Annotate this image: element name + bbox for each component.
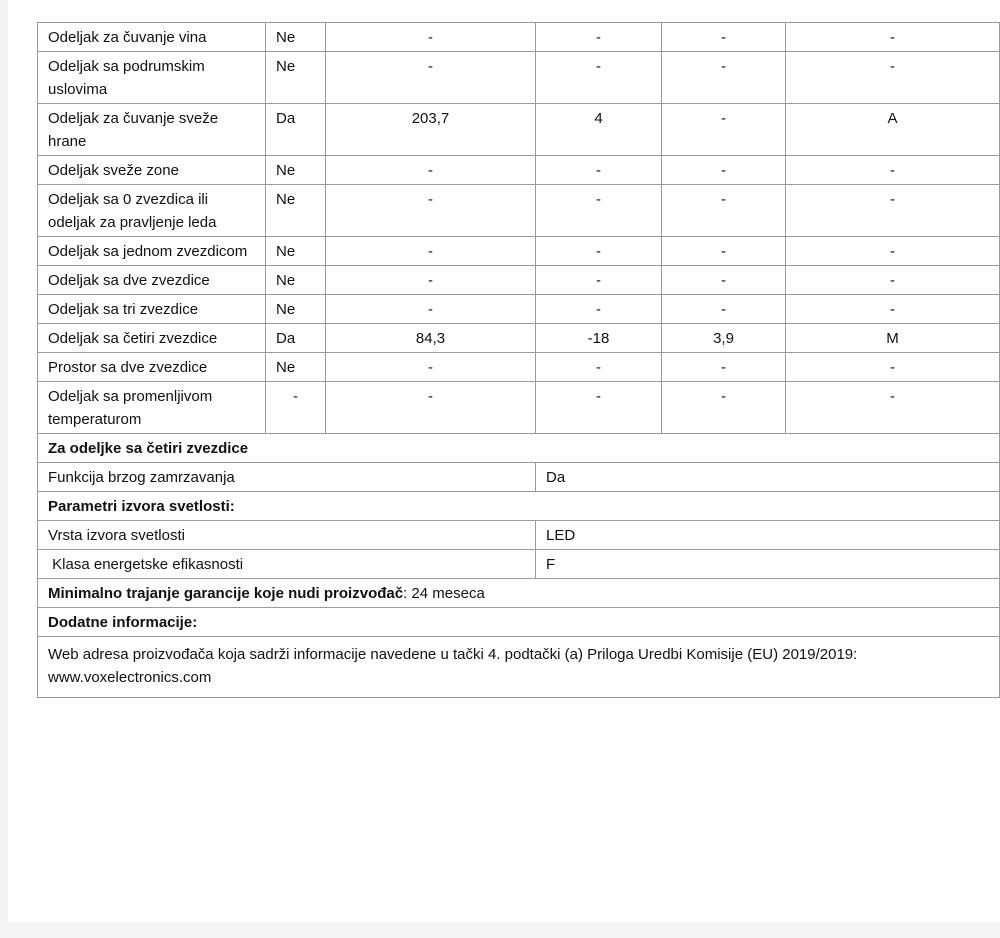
compartment-name: Odeljak sa podrumskim uslovima: [38, 52, 266, 104]
compartment-class: -: [786, 353, 1000, 382]
compartment-class: M: [786, 324, 1000, 353]
compartment-volume: -: [326, 295, 536, 324]
table-row: [38, 104, 1000, 156]
compartment-energy: -: [662, 23, 786, 52]
four-star-heading: Za odeljke sa četiri zvezdice: [38, 434, 1000, 463]
compartment-energy: 3,9: [662, 324, 786, 353]
compartment-present: Ne: [266, 52, 326, 104]
table-row: [38, 382, 1000, 434]
table-row: [38, 324, 1000, 353]
table-row: [38, 637, 1000, 698]
table-row: [38, 266, 1000, 295]
compartment-energy: -: [662, 382, 786, 434]
compartment-name: Odeljak sa tri zvezdice: [38, 295, 266, 324]
light-source-heading: Parametri izvora svetlosti:: [38, 492, 1000, 521]
table-row: [38, 185, 1000, 237]
compartment-volume: 203,7: [326, 104, 536, 156]
compartment-name: Odeljak za čuvanje vina: [38, 23, 266, 52]
additional-info-text: Web adresa proizvođača koja sadrži informacije navedene u tački 4. podtački (a) Priloga Uredbi Komisije (EU) 2019/2019: www.voxelectronics.com: [38, 637, 1000, 698]
additional-info-heading: Dodatne informacije:: [38, 608, 1000, 637]
compartment-name: Odeljak sveže zone: [38, 156, 266, 185]
compartment-energy: -: [662, 52, 786, 104]
compartment-temperature: -: [536, 237, 662, 266]
compartment-present: Da: [266, 104, 326, 156]
warranty-cell: [38, 579, 1000, 608]
summary-rows: [38, 434, 1000, 698]
compartment-temperature: 4: [536, 104, 662, 156]
compartment-present: Da: [266, 324, 326, 353]
compartment-present: Ne: [266, 185, 326, 237]
compartment-class: -: [786, 382, 1000, 434]
table-row: [38, 608, 1000, 637]
table-row: [38, 521, 1000, 550]
compartment-temperature: -: [536, 23, 662, 52]
table-row: [38, 463, 1000, 492]
compartment-name: Prostor sa dve zvezdice: [38, 353, 266, 382]
compartment-class: -: [786, 52, 1000, 104]
page-margin: [0, 0, 8, 938]
compartment-energy: -: [662, 185, 786, 237]
warranty-label: Minimalno trajanje garancije koje nudi proizvođač: [48, 585, 404, 602]
compartment-class: -: [786, 185, 1000, 237]
table-row: [38, 156, 1000, 185]
fast-freeze-value: Da: [536, 463, 1000, 492]
light-type-value: LED: [536, 521, 1000, 550]
compartment-present: Ne: [266, 23, 326, 52]
compartment-name: Odeljak sa dve zvezdice: [38, 266, 266, 295]
table-row: [38, 295, 1000, 324]
compartment-class: -: [786, 295, 1000, 324]
table-row: [38, 237, 1000, 266]
compartment-temperature: -: [536, 266, 662, 295]
compartment-temperature: -: [536, 185, 662, 237]
light-class-value: F: [536, 550, 1000, 579]
table-row: [38, 52, 1000, 104]
compartment-energy: -: [662, 104, 786, 156]
compartment-volume: -: [326, 353, 536, 382]
page-bottom-margin: [0, 922, 1000, 938]
compartment-present: Ne: [266, 295, 326, 324]
compartment-temperature: -: [536, 353, 662, 382]
compartment-name: Odeljak sa 0 zvezdica ili odeljak za pravljenje leda: [38, 185, 266, 237]
compartment-temperature: -: [536, 295, 662, 324]
compartment-volume: 84,3: [326, 324, 536, 353]
table-row: [38, 353, 1000, 382]
table-row: [38, 492, 1000, 521]
compartment-name: Odeljak sa četiri zvezdice: [38, 324, 266, 353]
compartment-temperature: -: [536, 52, 662, 104]
warranty-value: : 24 meseca: [403, 585, 485, 602]
refrigerator-spec-table: [37, 22, 1000, 698]
compartment-volume: -: [326, 266, 536, 295]
compartment-energy: -: [662, 353, 786, 382]
compartment-energy: -: [662, 295, 786, 324]
compartment-volume: -: [326, 52, 536, 104]
compartment-class: -: [786, 23, 1000, 52]
compartment-name: Odeljak sa promenljivom temperaturom: [38, 382, 266, 434]
compartment-class: -: [786, 156, 1000, 185]
compartment-volume: -: [326, 237, 536, 266]
compartment-energy: -: [662, 156, 786, 185]
compartment-rows: [38, 23, 1000, 434]
compartment-class: -: [786, 266, 1000, 295]
compartment-present: Ne: [266, 156, 326, 185]
compartment-present: -: [266, 382, 326, 434]
compartment-energy: -: [662, 237, 786, 266]
compartment-temperature: -18: [536, 324, 662, 353]
compartment-present: Ne: [266, 353, 326, 382]
compartment-present: Ne: [266, 266, 326, 295]
compartment-class: -: [786, 237, 1000, 266]
compartment-volume: -: [326, 382, 536, 434]
compartment-class: A: [786, 104, 1000, 156]
light-class-label: Klasa energetske efikasnosti: [38, 550, 536, 579]
table-row: [38, 550, 1000, 579]
table-row: [38, 434, 1000, 463]
light-type-label: Vrsta izvora svetlosti: [38, 521, 536, 550]
table-row: [38, 579, 1000, 608]
compartment-energy: -: [662, 266, 786, 295]
compartment-volume: -: [326, 156, 536, 185]
compartment-volume: -: [326, 23, 536, 52]
compartment-temperature: -: [536, 156, 662, 185]
fast-freeze-label: Funkcija brzog zamrzavanja: [38, 463, 536, 492]
compartment-temperature: -: [536, 382, 662, 434]
compartment-present: Ne: [266, 237, 326, 266]
compartment-name: Odeljak sa jednom zvezdicom: [38, 237, 266, 266]
compartment-volume: -: [326, 185, 536, 237]
table-row: [38, 23, 1000, 52]
compartment-name: Odeljak za čuvanje sveže hrane: [38, 104, 266, 156]
